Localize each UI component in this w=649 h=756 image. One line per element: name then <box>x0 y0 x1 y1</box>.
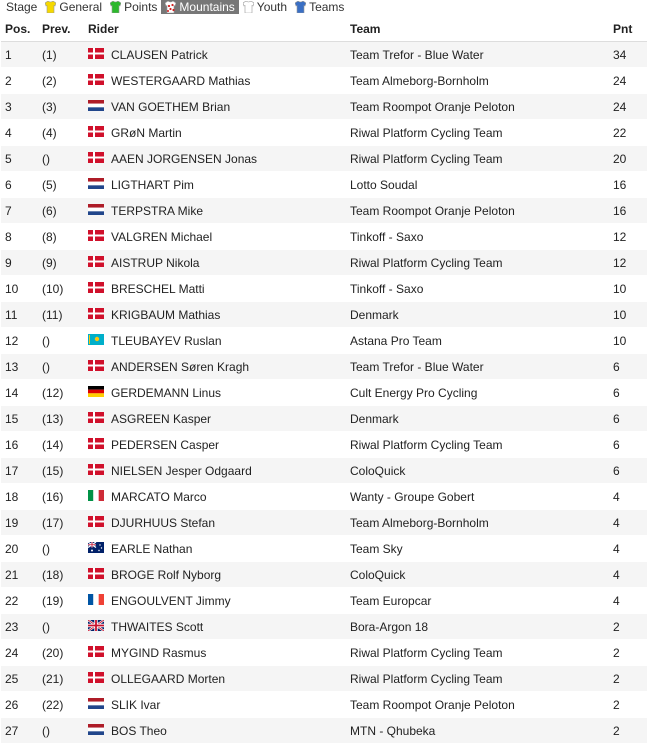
rider-cell <box>84 640 346 666</box>
rider-cell <box>84 536 346 562</box>
table-row[interactable] <box>1 406 647 432</box>
table-row[interactable] <box>1 718 647 744</box>
pos-cell: 18 <box>1 484 38 510</box>
rider-cell <box>84 614 346 640</box>
table-row[interactable] <box>1 146 647 172</box>
prev-cell: (3) <box>38 94 84 120</box>
rider-name-link[interactable]: GRøN Martin <box>111 125 182 140</box>
team-cell <box>346 224 609 250</box>
pos-cell: 26 <box>1 692 38 718</box>
team-cell <box>346 68 609 94</box>
points-cell: 6 <box>609 354 647 380</box>
points-cell: 4 <box>609 536 647 562</box>
flag-dk-icon <box>88 568 104 579</box>
pos-cell: 17 <box>1 458 38 484</box>
table-row[interactable] <box>1 588 647 614</box>
rider-name-link[interactable]: NIELSEN Jesper Odgaard <box>111 463 252 478</box>
rider-cell-content <box>88 126 342 140</box>
rider-cell <box>84 354 346 380</box>
pos-cell: 25 <box>1 666 38 692</box>
rider-cell-content <box>88 256 342 270</box>
pos-cell: 13 <box>1 354 38 380</box>
points-cell: 2 <box>609 640 647 666</box>
rider-name-link[interactable]: DJURHUUS Stefan <box>111 515 216 530</box>
prev-cell: (6) <box>38 198 84 224</box>
flag-dk-icon <box>88 230 104 241</box>
points-cell: 4 <box>609 510 647 536</box>
rider-cell <box>84 42 346 68</box>
flag-dk-icon <box>88 412 104 423</box>
team-name-link[interactable]: Team Roompot Oranje Peloton <box>350 697 515 712</box>
table-row[interactable] <box>1 120 647 146</box>
rider-name-link[interactable]: AAEN JORGENSEN Jonas <box>111 151 258 166</box>
tab-general[interactable] <box>41 0 106 14</box>
rider-cell <box>84 302 346 328</box>
rider-cell <box>84 250 346 276</box>
rider-cell-content <box>88 724 342 738</box>
points-cell: 12 <box>609 250 647 276</box>
tab-label: Mountains <box>179 0 235 14</box>
flag-nl-icon <box>88 698 104 709</box>
team-cell <box>346 42 609 68</box>
prev-cell: (2) <box>38 68 84 94</box>
pos-cell: 16 <box>1 432 38 458</box>
rider-name-link[interactable]: LIGTHART Pim <box>111 177 194 192</box>
prev-cell: (13) <box>38 406 84 432</box>
team-name-link[interactable]: ColoQuick <box>350 567 406 582</box>
flag-dk-icon <box>88 282 104 293</box>
table-row[interactable] <box>1 42 647 68</box>
team-cell <box>346 94 609 120</box>
team-cell <box>346 198 609 224</box>
tab-label: Points <box>124 0 158 14</box>
flag-au-icon <box>88 542 104 553</box>
team-name-link[interactable]: Team Trefor - Blue Water <box>350 359 484 374</box>
flag-nl-icon <box>88 724 104 735</box>
prev-cell: (5) <box>38 172 84 198</box>
rider-cell-content <box>88 698 342 712</box>
rider-name-link[interactable]: MARCATO Marco <box>111 489 207 504</box>
flag-it-icon <box>88 490 104 501</box>
flag-kz-icon <box>88 334 104 345</box>
table-row[interactable] <box>1 666 647 692</box>
pos-cell: 2 <box>1 68 38 94</box>
table-row[interactable] <box>1 432 647 458</box>
team-name-link[interactable]: Bora-Argon 18 <box>350 619 429 634</box>
flag-dk-icon <box>88 152 104 163</box>
pos-cell: 12 <box>1 328 38 354</box>
prev-cell: (18) <box>38 562 84 588</box>
rider-cell <box>84 120 346 146</box>
points-cell: 2 <box>609 718 647 744</box>
prev-cell: (15) <box>38 458 84 484</box>
classification-tabs <box>0 0 649 14</box>
rider-cell-content <box>88 178 342 192</box>
table-row[interactable] <box>1 224 647 250</box>
team-cell <box>346 120 609 146</box>
prev-cell: (14) <box>38 432 84 458</box>
flag-dk-icon <box>88 360 104 371</box>
flag-dk-icon <box>88 438 104 449</box>
team-name-link[interactable]: ColoQuick <box>350 463 406 478</box>
white-jersey-icon <box>243 1 257 13</box>
team-cell <box>346 510 609 536</box>
mountains-classification-table <box>1 17 647 744</box>
header-rider: Rider <box>84 17 346 42</box>
table-row[interactable] <box>1 354 647 380</box>
points-cell: 20 <box>609 146 647 172</box>
flag-nl-icon <box>88 100 104 111</box>
polka-dot-jersey-icon <box>165 1 179 13</box>
team-name-link[interactable]: Team Almeborg-Bornholm <box>350 515 489 530</box>
prev-cell: (21) <box>38 666 84 692</box>
team-cell <box>346 484 609 510</box>
team-jersey-icon <box>295 1 309 13</box>
rider-cell-content <box>88 594 342 608</box>
team-name-link[interactable]: Tinkoff - Saxo <box>350 229 424 244</box>
team-name-link[interactable]: Team Europcar <box>350 593 432 608</box>
points-cell: 12 <box>609 224 647 250</box>
rider-cell-content <box>88 412 342 426</box>
tab-stage[interactable] <box>2 0 41 14</box>
pos-cell: 1 <box>1 42 38 68</box>
team-name-link[interactable]: Wanty - Groupe Gobert <box>350 489 475 504</box>
rider-name-link[interactable]: MYGIND Rasmus <box>111 645 207 660</box>
rider-name-link[interactable]: TERPSTRA Mike <box>111 203 204 218</box>
team-name-link[interactable]: Denmark <box>350 307 399 322</box>
rider-cell-content <box>88 282 342 296</box>
rider-cell-content <box>88 464 342 478</box>
table-row[interactable] <box>1 692 647 718</box>
rider-name-link[interactable]: BRESCHEL Matti <box>111 281 205 296</box>
yellow-jersey-icon <box>45 1 59 13</box>
rider-name-link[interactable]: VALGREN Michael <box>111 229 213 244</box>
team-name-link[interactable]: Riwal Platform Cycling Team <box>350 437 503 452</box>
rider-cell <box>84 458 346 484</box>
table-row[interactable] <box>1 302 647 328</box>
table-row[interactable] <box>1 380 647 406</box>
rider-cell <box>84 68 346 94</box>
points-cell: 24 <box>609 94 647 120</box>
team-cell <box>346 354 609 380</box>
rider-name-link[interactable]: AISTRUP Nikola <box>111 255 200 270</box>
rider-cell-content <box>88 308 342 322</box>
rider-cell <box>84 146 346 172</box>
team-name-link[interactable]: Riwal Platform Cycling Team <box>350 125 503 140</box>
rider-cell-content <box>88 620 342 634</box>
team-name-link[interactable]: Riwal Platform Cycling Team <box>350 645 503 660</box>
team-cell <box>346 250 609 276</box>
prev-cell: () <box>38 354 84 380</box>
header-pnt: Pnt <box>609 17 647 42</box>
pos-cell: 19 <box>1 510 38 536</box>
team-name-link[interactable]: Team Trefor - Blue Water <box>350 47 484 62</box>
team-name-link[interactable]: Team Roompot Oranje Peloton <box>350 203 515 218</box>
team-name-link[interactable]: Astana Pro Team <box>350 333 442 348</box>
team-name-link[interactable]: Riwal Platform Cycling Team <box>350 151 503 166</box>
team-name-link[interactable]: Team Sky <box>350 541 403 556</box>
rider-name-link[interactable]: VAN GOETHEM Brian <box>111 99 231 114</box>
rider-cell <box>84 588 346 614</box>
table-row[interactable] <box>1 94 647 120</box>
flag-dk-icon <box>88 672 104 683</box>
team-cell <box>346 380 609 406</box>
team-cell <box>346 718 609 744</box>
team-cell <box>346 276 609 302</box>
tab-label: Youth <box>256 0 288 14</box>
team-cell <box>346 692 609 718</box>
prev-cell: (16) <box>38 484 84 510</box>
team-cell <box>346 666 609 692</box>
pos-cell: 6 <box>1 172 38 198</box>
rider-cell <box>84 510 346 536</box>
points-cell: 10 <box>609 302 647 328</box>
team-cell <box>346 328 609 354</box>
rider-name-link[interactable]: CLAUSEN Patrick <box>111 47 208 62</box>
rider-name-link[interactable]: ENGOULVENT Jimmy <box>111 593 231 608</box>
pos-cell: 20 <box>1 536 38 562</box>
pos-cell: 24 <box>1 640 38 666</box>
prev-cell: () <box>38 718 84 744</box>
prev-cell: (22) <box>38 692 84 718</box>
rider-cell <box>84 276 346 302</box>
rider-cell-content <box>88 568 342 582</box>
flag-dk-icon <box>88 308 104 319</box>
points-cell: 22 <box>609 120 647 146</box>
flag-dk-icon <box>88 464 104 475</box>
prev-cell: (1) <box>38 42 84 68</box>
rider-cell-content <box>88 152 342 166</box>
header-team: Team <box>346 17 609 42</box>
team-cell <box>346 562 609 588</box>
team-name-link[interactable]: Team Roompot Oranje Peloton <box>350 99 515 114</box>
team-cell <box>346 406 609 432</box>
rider-cell <box>84 406 346 432</box>
prev-cell: (17) <box>38 510 84 536</box>
green-jersey-icon <box>110 1 124 13</box>
flag-dk-icon <box>88 516 104 527</box>
rider-cell <box>84 380 346 406</box>
pos-cell: 14 <box>1 380 38 406</box>
flag-fr-icon <box>88 594 104 605</box>
team-cell <box>346 172 609 198</box>
points-cell: 4 <box>609 588 647 614</box>
rider-cell <box>84 328 346 354</box>
rider-cell-content <box>88 360 342 374</box>
rider-cell <box>84 562 346 588</box>
pos-cell: 10 <box>1 276 38 302</box>
points-cell: 34 <box>609 42 647 68</box>
flag-gb-icon <box>88 620 104 631</box>
team-name-link[interactable]: Riwal Platform Cycling Team <box>350 671 503 686</box>
flag-dk-icon <box>88 48 104 59</box>
rider-cell-content <box>88 334 342 348</box>
tab-label: Stage <box>6 0 38 14</box>
points-cell: 4 <box>609 484 647 510</box>
rider-name-link[interactable]: BROGE Rolf Nyborg <box>111 567 222 582</box>
pos-cell: 27 <box>1 718 38 744</box>
prev-cell: (4) <box>38 120 84 146</box>
table-row[interactable] <box>1 614 647 640</box>
rider-name-link[interactable]: THWAITES Scott <box>111 619 204 634</box>
points-cell: 24 <box>609 68 647 94</box>
team-name-link[interactable]: Lotto Soudal <box>350 177 418 192</box>
table-row[interactable] <box>1 328 647 354</box>
tab-points[interactable] <box>106 0 161 14</box>
header-pos: Pos. <box>1 17 38 42</box>
tab-youth[interactable] <box>239 0 291 14</box>
rider-cell-content <box>88 48 342 62</box>
rider-cell-content <box>88 386 342 400</box>
table-row[interactable] <box>1 458 647 484</box>
pos-cell: 5 <box>1 146 38 172</box>
team-cell <box>346 432 609 458</box>
points-cell: 10 <box>609 276 647 302</box>
team-cell <box>346 588 609 614</box>
rider-cell <box>84 718 346 744</box>
rider-cell <box>84 198 346 224</box>
points-cell: 6 <box>609 432 647 458</box>
table-row[interactable] <box>1 510 647 536</box>
points-cell: 2 <box>609 614 647 640</box>
rider-name-link[interactable]: ASGREEN Kasper <box>111 411 212 426</box>
prev-cell: () <box>38 146 84 172</box>
points-cell: 16 <box>609 172 647 198</box>
prev-cell: (8) <box>38 224 84 250</box>
rider-cell <box>84 224 346 250</box>
table-row[interactable] <box>1 250 647 276</box>
flag-nl-icon <box>88 204 104 215</box>
flag-dk-icon <box>88 256 104 267</box>
pos-cell: 15 <box>1 406 38 432</box>
prev-cell: (12) <box>38 380 84 406</box>
rider-cell <box>84 432 346 458</box>
rider-name-link[interactable]: SLIK Ivar <box>111 697 161 712</box>
table-row[interactable] <box>1 68 647 94</box>
points-cell: 16 <box>609 198 647 224</box>
points-cell: 6 <box>609 458 647 484</box>
team-cell <box>346 536 609 562</box>
rider-name-link[interactable]: ANDERSEN Søren Kragh <box>111 359 250 374</box>
rider-cell-content <box>88 516 342 530</box>
rider-cell-content <box>88 100 342 114</box>
team-cell <box>346 640 609 666</box>
prev-cell: (10) <box>38 276 84 302</box>
pos-cell: 23 <box>1 614 38 640</box>
rider-cell <box>84 94 346 120</box>
rider-cell-content <box>88 672 342 686</box>
rider-name-link[interactable]: GERDEMANN Linus <box>111 385 222 400</box>
rider-name-link[interactable]: KRIGBAUM Mathias <box>111 307 221 322</box>
team-cell <box>346 302 609 328</box>
prev-cell: (9) <box>38 250 84 276</box>
tab-teams[interactable] <box>291 0 348 14</box>
tab-mountains[interactable] <box>161 0 238 14</box>
pos-cell: 9 <box>1 250 38 276</box>
rider-cell <box>84 172 346 198</box>
rider-name-link[interactable]: TLEUBAYEV Ruslan <box>111 333 222 348</box>
pos-cell: 21 <box>1 562 38 588</box>
team-cell <box>346 614 609 640</box>
tab-label: General <box>59 0 103 14</box>
points-cell: 2 <box>609 692 647 718</box>
table-row[interactable] <box>1 562 647 588</box>
pos-cell: 3 <box>1 94 38 120</box>
team-cell <box>346 458 609 484</box>
team-name-link[interactable]: Denmark <box>350 411 399 426</box>
prev-cell: () <box>38 328 84 354</box>
prev-cell: () <box>38 614 84 640</box>
rider-cell-content <box>88 542 342 556</box>
table-header-row <box>1 17 647 42</box>
points-cell: 4 <box>609 562 647 588</box>
points-cell: 6 <box>609 406 647 432</box>
pos-cell: 22 <box>1 588 38 614</box>
points-cell: 2 <box>609 666 647 692</box>
prev-cell: (11) <box>38 302 84 328</box>
rider-cell-content <box>88 646 342 660</box>
tab-label: Teams <box>309 0 345 14</box>
rider-name-link[interactable]: BOS Theo <box>111 723 167 738</box>
table-row[interactable] <box>1 198 647 224</box>
team-name-link[interactable]: Riwal Platform Cycling Team <box>350 255 503 270</box>
flag-dk-icon <box>88 126 104 137</box>
rider-cell <box>84 484 346 510</box>
flag-dk-icon <box>88 74 104 85</box>
rider-cell-content <box>88 490 342 504</box>
team-cell <box>346 146 609 172</box>
team-name-link[interactable]: MTN - Qhubeka <box>350 723 436 738</box>
table-row[interactable] <box>1 172 647 198</box>
table-row[interactable] <box>1 276 647 302</box>
rider-cell-content <box>88 230 342 244</box>
rider-cell-content <box>88 204 342 218</box>
points-cell: 10 <box>609 328 647 354</box>
rider-cell-content <box>88 438 342 452</box>
table-row[interactable] <box>1 536 647 562</box>
pos-cell: 8 <box>1 224 38 250</box>
flag-nl-icon <box>88 178 104 189</box>
table-row[interactable] <box>1 484 647 510</box>
rider-cell <box>84 666 346 692</box>
rider-name-link[interactable]: EARLE Nathan <box>111 541 193 556</box>
team-name-link[interactable]: Team Almeborg-Bornholm <box>350 73 489 88</box>
team-name-link[interactable]: Cult Energy Pro Cycling <box>350 385 478 400</box>
points-cell: 6 <box>609 380 647 406</box>
team-name-link[interactable]: Tinkoff - Saxo <box>350 281 424 296</box>
rider-name-link[interactable]: WESTERGAARD Mathias <box>111 73 251 88</box>
rider-cell <box>84 692 346 718</box>
rider-name-link[interactable]: OLLEGAARD Morten <box>111 671 226 686</box>
prev-cell: () <box>38 536 84 562</box>
flag-de-icon <box>88 386 104 397</box>
flag-dk-icon <box>88 646 104 657</box>
prev-cell: (19) <box>38 588 84 614</box>
table-row[interactable] <box>1 640 647 666</box>
pos-cell: 11 <box>1 302 38 328</box>
rider-name-link[interactable]: PEDERSEN Casper <box>111 437 220 452</box>
header-prev: Prev. <box>38 17 84 42</box>
rider-cell-content <box>88 74 342 88</box>
prev-cell: (20) <box>38 640 84 666</box>
pos-cell: 7 <box>1 198 38 224</box>
pos-cell: 4 <box>1 120 38 146</box>
